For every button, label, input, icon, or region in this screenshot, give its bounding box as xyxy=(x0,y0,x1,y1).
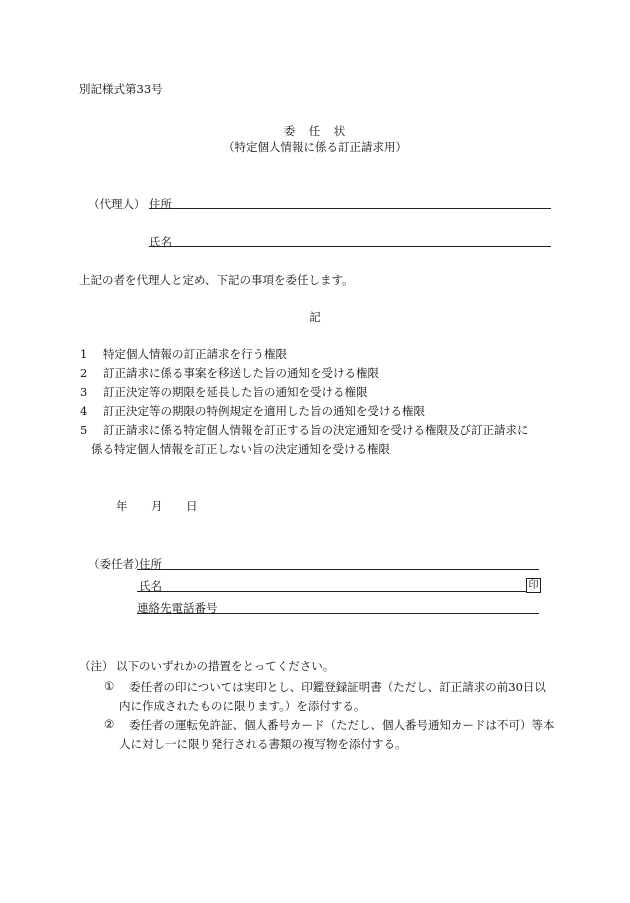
document-subtitle: （特定個人情報に係る訂正請求用） xyxy=(223,140,407,154)
item-text-continuation: 係る特定個人情報を訂正しない旨の決定通知を受ける権限 xyxy=(91,442,390,456)
item-text: 訂正決定等の期限を延長した旨の通知を受ける権限 xyxy=(103,385,368,399)
date-year: 年 xyxy=(116,499,128,513)
form-number: 別記様式第33号 xyxy=(79,82,163,96)
agent-name-label: 氏名 xyxy=(149,235,172,249)
item-number: 4 xyxy=(80,404,88,418)
agent-label: （代理人） xyxy=(88,197,146,211)
item-number: 2 xyxy=(80,366,88,380)
notes-intro: 以下のいずれかの措置をとってください。 xyxy=(116,659,335,673)
note-2-mark: ② xyxy=(104,717,115,731)
item-text: 特定個人情報の訂正請求を行う権限 xyxy=(103,347,287,361)
item-text: 訂正請求に係る特定個人情報を訂正する旨の決定通知を受ける権限及び訂正請求に xyxy=(103,423,529,437)
delegator-name-line[interactable] xyxy=(137,591,527,592)
notes-label: （注） xyxy=(79,659,114,673)
delegator-phone-label: 連絡先電話番号 xyxy=(137,601,218,615)
delegator-name-label: 氏名 xyxy=(139,579,162,593)
item-number: 5 xyxy=(80,423,88,437)
note-2-text: 委任者の運転免許証、個人番号カード（ただし、個人番号通知カードは不可）等本人に対し一に限り発行される書類の複写物を添付する。 xyxy=(119,718,555,751)
date-month: 月 xyxy=(151,499,163,513)
item-text: 訂正決定等の期限の特例規定を適用した旨の通知を受ける権限 xyxy=(103,404,425,418)
delegator-label: （委任者） xyxy=(88,557,146,571)
item-number: 3 xyxy=(80,385,88,399)
item-text: 訂正請求に係る事案を移送した旨の通知を受ける権限 xyxy=(103,366,379,380)
seal-mark: 印 xyxy=(526,578,541,593)
delegator-address-label: 住所 xyxy=(139,557,162,571)
ki-heading: 記 xyxy=(309,310,321,324)
note-1-mark: ① xyxy=(104,679,115,693)
agent-address-label: 住所 xyxy=(149,197,172,211)
delegator-address-line[interactable] xyxy=(137,569,539,570)
note-1-text: 委任者の印については実印とし、印鑑登録証明書（ただし、訂正請求の前30日以内に作成されたものに限ります。）を添付する。 xyxy=(119,680,546,713)
date-day: 日 xyxy=(186,499,198,513)
agent-address-line[interactable] xyxy=(149,208,551,209)
item-number: 1 xyxy=(80,347,88,361)
delegator-phone-line[interactable] xyxy=(137,613,539,614)
agent-name-line[interactable] xyxy=(149,246,551,247)
delegation-statement: 上記の者を代理人と定め、下記の事項を委任します。 xyxy=(79,273,354,287)
document-title: 委 任 状 xyxy=(283,124,347,138)
